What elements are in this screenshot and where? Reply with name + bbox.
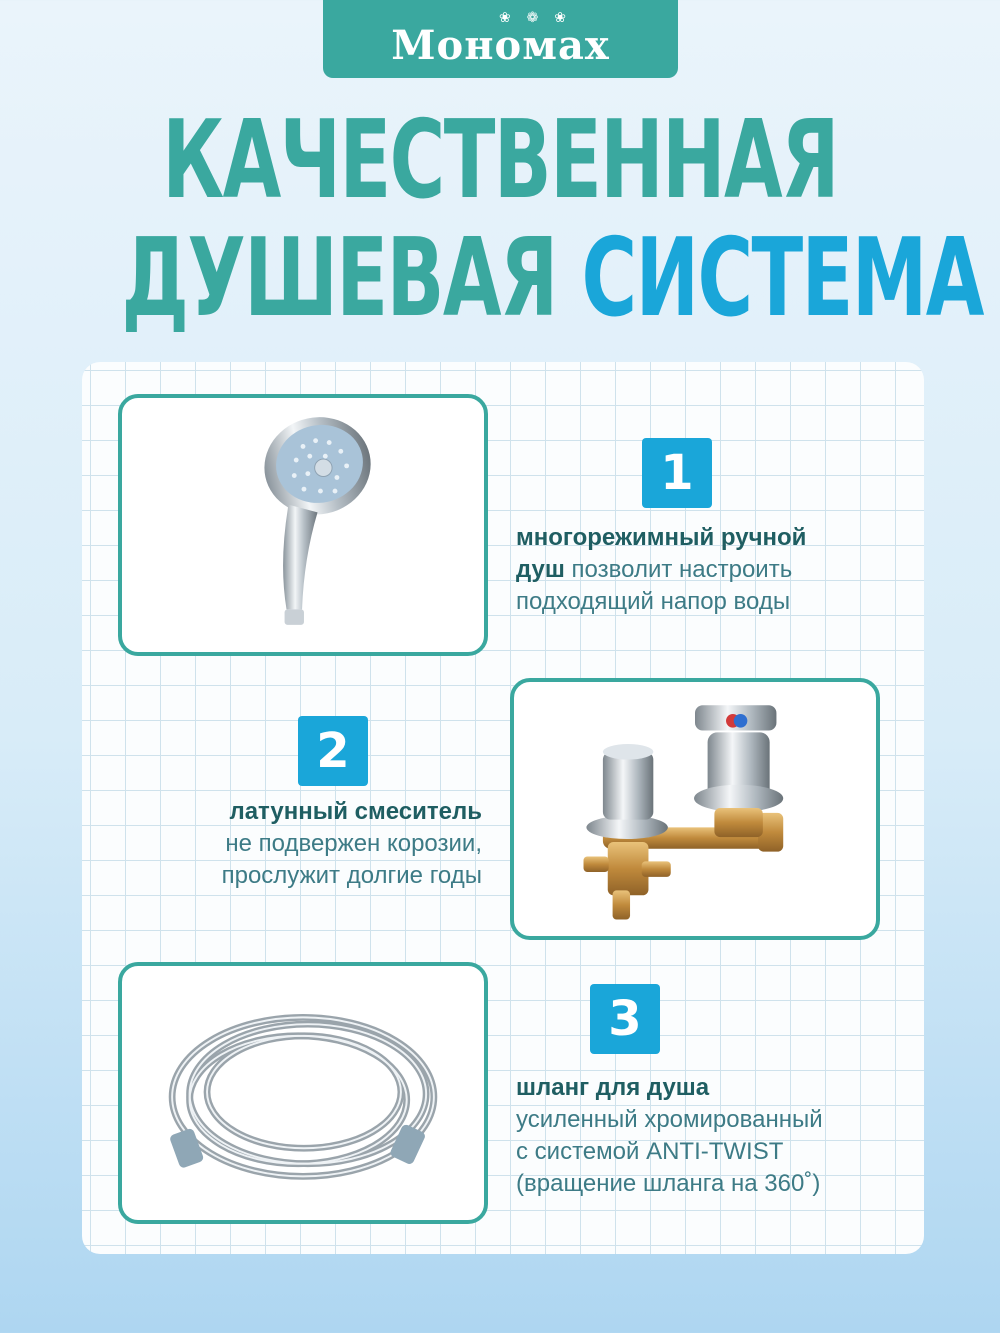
feature-2-text-3: прослужит долгие годы xyxy=(221,862,482,889)
feature-3-title: шланг для душа xyxy=(516,1074,710,1101)
feature-1-text-2: позволит настроить xyxy=(564,556,793,583)
feature-2-description xyxy=(122,796,482,892)
feature-1-text-3: подходящий напор воды xyxy=(516,588,791,615)
brand-logo xyxy=(323,0,678,78)
feature-2-title: латунный смеситель xyxy=(229,798,482,825)
brand-name: Мономах xyxy=(391,22,610,69)
feature-1-title-2: душ xyxy=(516,556,565,583)
brass-mixer-card xyxy=(510,678,880,940)
feature-3-number: 3 xyxy=(590,984,660,1054)
headline-text-1: КАЧЕСТВЕННАЯ xyxy=(162,98,838,223)
brass-mixer-icon xyxy=(514,682,876,936)
headline-word-sistema: СИСТЕМА xyxy=(581,216,983,341)
feature-3-text-2: усиленный хромированный xyxy=(516,1106,823,1133)
hand-shower-card xyxy=(118,394,488,656)
hand-shower-icon xyxy=(122,398,484,652)
headline-word-dushevaya: ДУШЕВАЯ xyxy=(121,216,557,341)
feature-3-text-4: (вращение шланга на 360˚) xyxy=(516,1170,821,1197)
headline-line-1 xyxy=(0,98,1000,223)
shower-hose-icon xyxy=(122,966,484,1220)
feature-2-text-2: не подвержен корозии, xyxy=(225,830,482,857)
feature-1-description xyxy=(516,522,806,618)
feature-3-text-3: с системой ANTI-TWIST xyxy=(516,1138,784,1165)
feature-3-description xyxy=(516,1072,823,1200)
feature-1-number: 1 xyxy=(642,438,712,508)
headline-line-2 xyxy=(0,216,1000,341)
feature-1-title: многорежимный ручной xyxy=(516,524,807,551)
feature-2-number: 2 xyxy=(298,716,368,786)
shower-hose-card xyxy=(118,962,488,1224)
brand-ornament: ❀ ❁ ❀ xyxy=(499,9,572,25)
headline-text-2 xyxy=(121,216,983,341)
features-board xyxy=(82,362,924,1254)
